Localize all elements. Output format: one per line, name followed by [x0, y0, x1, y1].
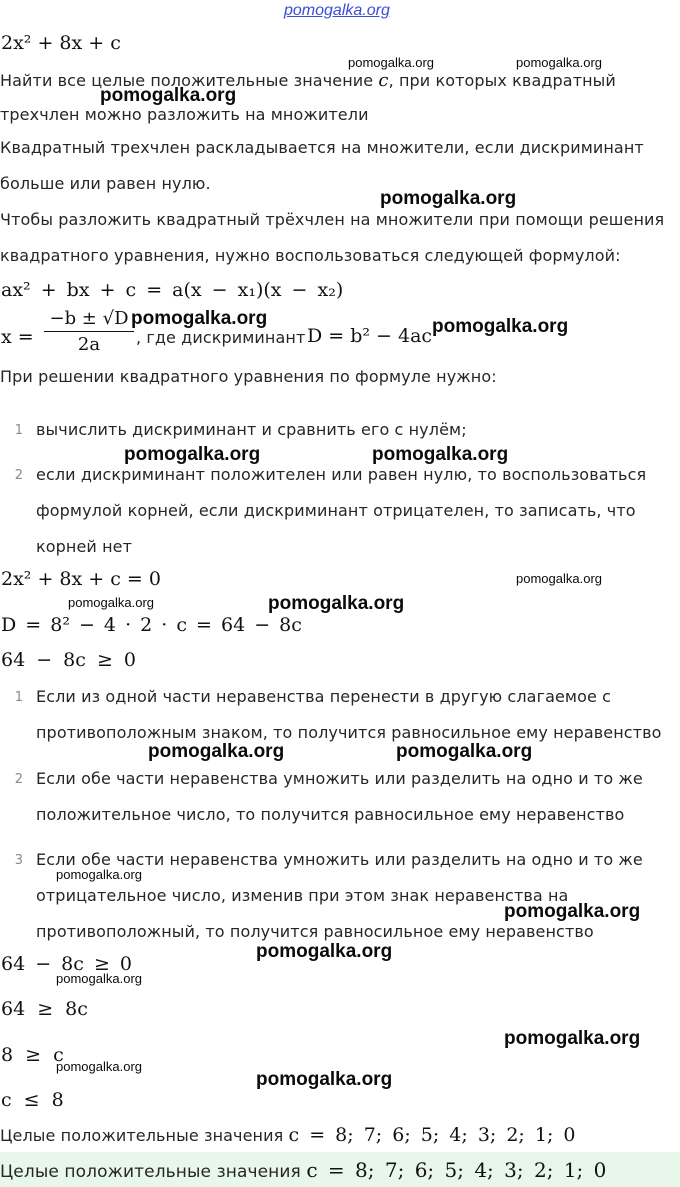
- rule-text: Если из одной части неравенства перенести в другую слагаемое с: [36, 687, 612, 706]
- watermark-big: pomogalka.org: [100, 85, 237, 106]
- theory-p2-line2: квадратного уравнения, нужно воспользоваться следующей формулой:: [0, 246, 621, 265]
- task-question-var: c: [378, 70, 389, 91]
- watermark-big: pomogalka.org: [268, 593, 405, 614]
- solution-step1: 64 − 8c ≥ 0: [1, 953, 132, 975]
- roots-comment: , где дискриминант: [136, 328, 306, 347]
- watermark-big: pomogalka.org: [148, 741, 285, 762]
- watermark-small: pomogalka.org: [56, 971, 142, 986]
- solution-equation: 2x² + 8x + c = 0: [1, 568, 161, 590]
- theory-p1-line1: Квадратный трехчлен раскладывается на множители, если дискриминант: [0, 138, 644, 157]
- rule-text: Если обе части неравенства умножить или разделить на одно и то же: [36, 850, 643, 869]
- rule-number: 3: [14, 853, 23, 868]
- task-question-line2: трехчлен можно разложить на множители: [0, 105, 369, 124]
- watermark-big: pomogalka.org: [504, 901, 641, 922]
- solution-inequality: 64 − 8c ≥ 0: [1, 649, 136, 671]
- watermark-big: pomogalka.org: [372, 444, 509, 465]
- watermark-big: pomogalka.org: [131, 308, 268, 329]
- discriminant-formula: D = b² − 4ac: [307, 325, 433, 347]
- rule-text: отрицательное число, изменив при этом знак неравенства на: [36, 886, 569, 905]
- solution-step3: 8 ≥ c: [1, 1044, 64, 1066]
- task-expression: 2x² + 8x + c: [1, 32, 121, 54]
- step-text: корней нет: [36, 537, 133, 556]
- step-text: формулой корней, если дискриминант отрицателен, то записать, что: [36, 501, 636, 520]
- roots-denominator: 2a: [77, 334, 101, 355]
- steps-intro: При решении квадратного уравнения по формуле нужно:: [0, 367, 497, 386]
- watermark-top-link[interactable]: pomogalka.org: [284, 2, 390, 19]
- answer-line: [0, 1124, 576, 1146]
- rule-text: противоположный, то получится равносильное ему неравенство: [36, 922, 594, 941]
- fraction-bar: [44, 331, 134, 332]
- solution-discriminant: D = 8² − 4 · 2 · c = 64 − 8c: [1, 614, 302, 636]
- theory-p2-line1: Чтобы разложить квадратный трёхчлен на множители при помощи решения: [0, 210, 665, 229]
- watermark-small: pomogalka.org: [516, 571, 602, 586]
- roots-fraction: [44, 308, 134, 355]
- watermark-small: pomogalka.org: [56, 867, 142, 882]
- step-text: если дискриминант положителен или равен нулю, то воспользоваться: [36, 465, 647, 484]
- step-number: 1: [14, 423, 23, 438]
- task-question-part2: , при которых квадратный: [388, 71, 616, 90]
- watermark-small: pomogalka.org: [516, 55, 602, 70]
- answer-line-highlighted: [0, 1158, 606, 1182]
- answer-label: Целые положительные значения: [0, 1162, 307, 1182]
- solution-step2: 64 ≥ 8c: [1, 998, 88, 1020]
- watermark-big: pomogalka.org: [124, 444, 261, 465]
- watermark-big: pomogalka.org: [504, 1028, 641, 1049]
- step-number: 2: [14, 468, 23, 483]
- answer-values: c = 8; 7; 6; 5; 4; 3; 2; 1; 0: [306, 1158, 607, 1182]
- roots-lhs: x =: [1, 326, 34, 348]
- rule-text: Если обе части неравенства умножить или разделить на одно и то же: [36, 769, 643, 788]
- rule-text: положительное число, то получится равносильное ему неравенство: [36, 805, 625, 824]
- watermark-small: pomogalka.org: [348, 55, 434, 70]
- task-question-line1: [0, 70, 616, 91]
- watermark-big: pomogalka.org: [432, 316, 569, 337]
- watermark-small: pomogalka.org: [68, 595, 154, 610]
- answer-label: Целые положительные значения: [0, 1126, 289, 1145]
- watermark-big: pomogalka.org: [380, 188, 517, 209]
- rule-text: противоположным знаком, то получится равносильное ему неравенство: [36, 723, 662, 742]
- rule-number: 2: [14, 772, 23, 787]
- theory-p1-line2: больше или равен нулю.: [0, 174, 211, 193]
- task-question-part1: Найти все целые положительные значение: [0, 71, 379, 90]
- solution-step4: c ≤ 8: [1, 1089, 64, 1111]
- watermark-big: pomogalka.org: [396, 741, 533, 762]
- factor-formula: ax² + bx + c = a(x − x₁)(x − x₂): [1, 279, 344, 301]
- rule-number: 1: [14, 690, 23, 705]
- watermark-big: pomogalka.org: [256, 941, 393, 962]
- watermark-big: pomogalka.org: [256, 1069, 393, 1090]
- step-text: вычислить дискриминант и сравнить его с нулём;: [36, 420, 467, 439]
- roots-numerator: −b ± √D: [49, 308, 129, 329]
- watermark-small: pomogalka.org: [56, 1059, 142, 1074]
- answer-values: c = 8; 7; 6; 5; 4; 3; 2; 1; 0: [288, 1124, 576, 1146]
